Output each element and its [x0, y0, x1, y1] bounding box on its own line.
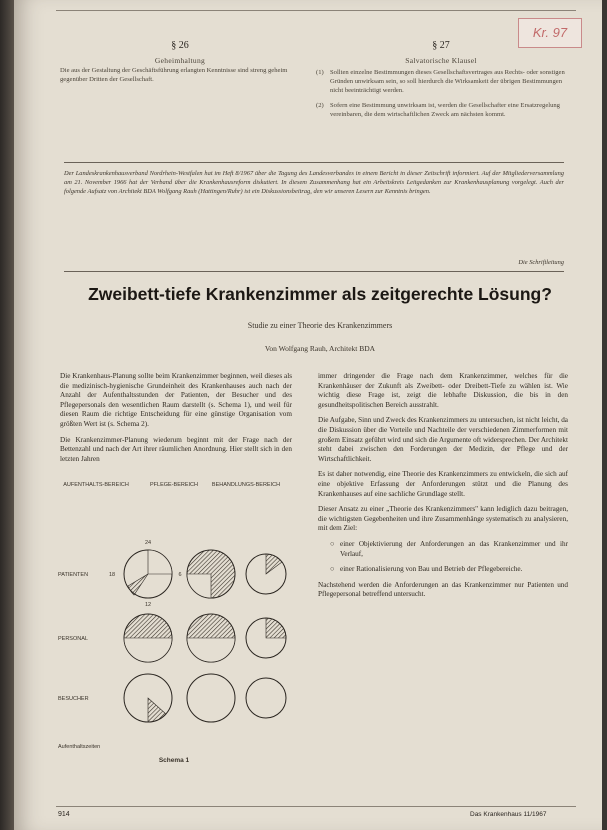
item-number: (2)	[316, 102, 324, 109]
page-number: 914	[58, 811, 70, 818]
left-column	[60, 372, 292, 470]
right-paragraph: immer dringender die Frage nach dem Krankenzimmer, welches für die Krankenhäuser der Zukunft als Zweibett- oder Dreibett-Tiefe zu wählen ist. Wie wichtig diese Frage ist, zeigt die lebhafte Diskussion, die bis in den gesundheitspolitischen Bereich ausstrahlt.	[318, 372, 568, 409]
right-column	[318, 372, 568, 606]
pie-slice	[266, 554, 282, 574]
schema-caption: Schema 1	[158, 757, 190, 764]
item-number: (1)	[316, 69, 324, 76]
left-section-number: § 26	[171, 40, 189, 51]
right-section-item	[316, 101, 566, 119]
pie-slice	[187, 638, 235, 662]
schema-figure	[56, 478, 288, 768]
article-author: Von Wolfgang Rauh, Architekt BDA	[264, 344, 376, 353]
pie-slice	[124, 638, 172, 662]
left-paragraph: Die Krankenzimmer-Planung wiederum beginnt mit der Frage nach der Bettenzahl und nach der Art ihrer räumlichen Anordnung. Hier stellt sich in den letzten Jahren	[60, 435, 292, 463]
editor-note	[64, 162, 564, 272]
pie-visitor-treatment	[246, 678, 286, 718]
list-item	[330, 565, 568, 575]
clock-label-left: 18	[108, 572, 116, 578]
bullet-icon: ○	[330, 539, 335, 548]
editor-signature: Die Schriftleitung	[518, 258, 564, 266]
pie-slice	[266, 618, 286, 638]
book-gutter-shadow	[0, 0, 14, 830]
right-section-number: § 27	[432, 40, 450, 51]
schema-caption-left: Aufenthaltszeiten	[58, 744, 101, 750]
clock-label-bottom: 12	[144, 602, 152, 608]
list-item-text: einer Rationalisierung von Bau und Betrieb der Pflegebereiche.	[340, 565, 523, 574]
schema-header: BEHANDLUNGS-BEREICH	[211, 482, 281, 488]
right-paragraph: Dieser Ansatz zu einer „Theorie des Krankenzimmers" kann lediglich dazu beitragen, die wichtigsten Gegebenheiten und ihre Zusammenhänge systematisch zu analysieren, mit dem Ziel:	[318, 505, 568, 533]
right-paragraph: Nachstehend werden die Anforderungen an das Krankenzimmer nur Patienten und Pflegepersonal betreffend untersucht.	[318, 580, 568, 599]
clock-label-right: 6	[178, 572, 182, 578]
article-title: Zweibett-tiefe Krankenzimmer als zeitgerechte Lösung?	[88, 284, 552, 304]
top-rule	[56, 10, 576, 11]
item-text: Sollten einzelne Bestimmungen dieses Gesellschaftsvertrages aus Rechts- oder sonstigen Gründen unwirksam sein, so soll hierdurch die Wirksamkeit der übrigen Bestimmungen nicht beeinträchtigt werden.	[330, 69, 565, 94]
list-item-text: einer Objektivierung der Anforderungen an das Krankenzimmer und ihr Verlauf,	[340, 539, 568, 558]
schema-row-label: PATIENTEN	[58, 572, 89, 578]
right-section-item	[316, 68, 566, 95]
left-section-text: Die aus der Gestaltung der Geschäftsführung erlangten Kenntnisse sind streng geheim gegenüber Dritten der Gesellschaft.	[60, 67, 288, 83]
schema-row-label: BESUCHER	[58, 696, 89, 702]
editor-note-text: Der Landeskrankenhausverband Nordrhein-Westfalen hat im Heft 8/1967 über die Tagung des Landesverbandes in einem Bericht in dieser Zeitschrift informiert. Auf der Mitgliederversammlung am 21. November 1966 hat der Verband über die Krankenhausreform diskutiert. In diesem Zusammenhang hat ein Arbeitskreis Leitgedanken zur Krankenhausplanung vorgelegt. Auch der folgende Aufsatz von Architekt BDA Wolfgang Rauh (Hattingen/Ruhr) ist ein Diskussionsbeitrag, den wir unseren Lesern zur Kenntnis bringen.	[64, 170, 564, 196]
right-paragraph: Die Aufgabe, Sinn und Zweck des Krankenzimmers zu untersuchen, ist nicht leicht, da die Diskussion über die Vorteile und Nachteile der verschiedenen Zimmerformen mit großem Einsatz geführt wird und sich die Argumente oft widersprechen. Der Architekt steht dabei zwischen den Forderungen der Medizin, der Pflege und der Wirtschaftlichkeit.	[318, 416, 568, 463]
pie-slice	[148, 550, 172, 574]
schema-header: AUFENTHALTS-BEREICH	[63, 482, 129, 488]
bullet-icon: ○	[330, 565, 335, 574]
article-subtitle: Studie zu einer Theorie des Krankenzimmers	[247, 321, 393, 330]
pie-slice	[128, 574, 148, 595]
right-paragraph: Es ist daher notwendig, eine Theorie des Krankenzimmers zu entwickeln, die sich auf eine objektive Erfassung der Anforderungen stützt und die Planung des Krankenhauses auf eine sachliche Grundlage stellt.	[318, 470, 568, 498]
list-item	[330, 540, 568, 559]
schema-header: PFLEGE-BEREICH	[150, 482, 198, 488]
pie-slice	[187, 574, 211, 598]
right-section-items	[316, 68, 566, 119]
left-section-title: Geheimhaltung	[154, 56, 206, 65]
library-stamp: Kr. 97	[518, 18, 582, 48]
clock-label-top: 24	[144, 540, 152, 546]
right-section-title: Salvatorische Klausel	[405, 56, 477, 65]
pie-slice	[148, 698, 166, 722]
schema-row-label: PERSONAL	[58, 636, 88, 642]
journal-footer: Das Krankenhaus 11/1967	[470, 811, 547, 818]
item-text: Sofern eine Bestimmung unwirksam ist, werden die Gesellschafter eine Ersatzregelung vereinbaren, die dem wirtschaftlichen Zweck am nächsten kommt.	[330, 102, 560, 118]
bottom-rule	[56, 806, 576, 807]
pie-visitor-care	[187, 674, 235, 722]
left-paragraph: Die Krankenhaus-Planung sollte beim Krankenzimmer beginnen, weil dieses als die medizinisch-hygienische Grundeinheit des Krankenhauses auch nach der Anzahl der Aufenthaltsstunden der Patienten, der Besucher und des Pflegepersonals den wesentlichen Raum darstellt (s. Schema 1), und weil für diesen Raum die richtige Entscheidung für eine günstige Organisation vom größten Wert ist (s. Schema 2).	[60, 372, 292, 428]
